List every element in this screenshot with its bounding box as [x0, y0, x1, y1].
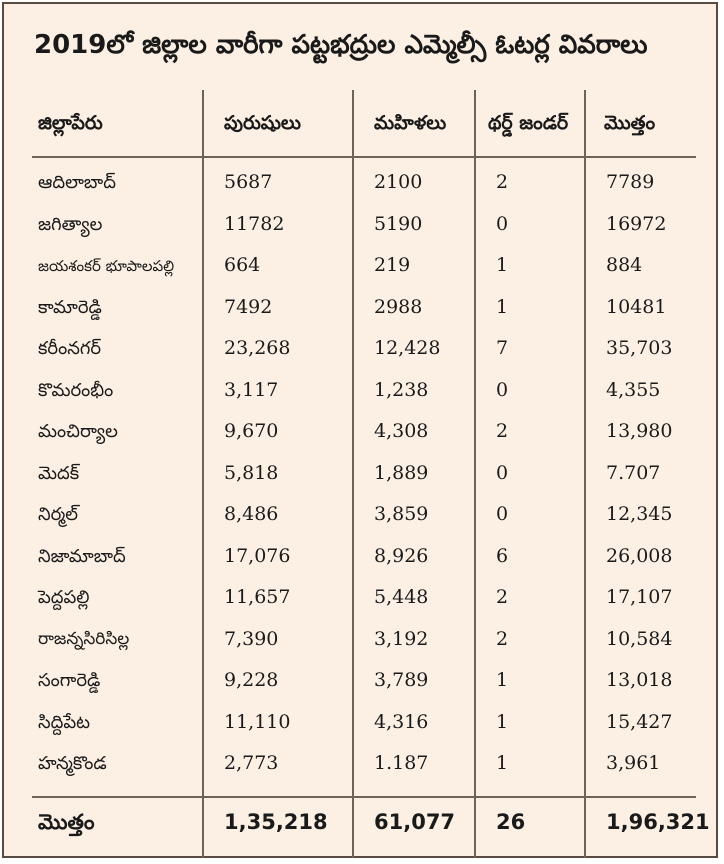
total-count: 13,980 — [606, 420, 673, 442]
table-row — [4, 456, 720, 497]
total-count: 4,355 — [606, 378, 661, 401]
district-name: జయశంకర్ భూపాలపల్లి — [38, 257, 175, 275]
third-gender-count: 7 — [496, 337, 509, 359]
third-gender-count: 0 — [496, 461, 509, 484]
table-row — [4, 705, 720, 746]
table-row — [4, 331, 720, 372]
men-count: 3,117 — [224, 378, 279, 401]
table-row — [4, 663, 720, 704]
total-divider — [32, 796, 696, 798]
district-name: నిర్మల్ — [38, 504, 79, 525]
men-count: 7492 — [224, 295, 273, 318]
total-row — [4, 804, 720, 845]
total-count: 10481 — [606, 295, 667, 318]
women-count: 5,448 — [374, 586, 429, 608]
men-count: 11,657 — [224, 586, 291, 608]
district-name: నిజామాబాద్ — [38, 545, 126, 567]
table-row — [4, 248, 720, 289]
women-count: 8,926 — [374, 544, 429, 567]
men-count: 5687 — [224, 171, 273, 193]
third-gender-count: 0 — [496, 212, 509, 235]
total-count: 884 — [606, 254, 643, 276]
header-third-gender: థర్డ్ జండర్ — [488, 112, 569, 134]
men-count: 11,110 — [224, 710, 291, 733]
total-women: 61,077 — [374, 810, 456, 834]
district-name: పెద్దపల్లి — [38, 587, 90, 608]
table-row — [4, 373, 720, 414]
women-count: 2100 — [374, 171, 423, 193]
district-name: కామారెడ్డి — [38, 296, 102, 318]
third-gender-count: 1 — [496, 752, 509, 774]
women-count: 5190 — [374, 212, 423, 235]
women-count: 3,789 — [374, 669, 429, 691]
men-count: 7,390 — [224, 627, 279, 650]
district-name: సంగారెడ్డి — [38, 670, 101, 691]
total-label: మొత్తం — [38, 810, 95, 834]
third-gender-count: 1 — [496, 669, 509, 691]
district-name: మెదక్ — [38, 462, 80, 484]
women-count: 1,889 — [374, 461, 429, 484]
total-third-gender: 26 — [496, 810, 526, 834]
total-count: 7789 — [606, 171, 655, 193]
table-row — [4, 207, 720, 248]
women-count: 12,428 — [374, 337, 441, 359]
district-name: కొమరంభీం — [38, 379, 114, 401]
men-count: 17,076 — [224, 544, 291, 567]
total-count: 26,008 — [606, 544, 673, 567]
total-count: 12,345 — [606, 503, 673, 525]
total-men: 1,35,218 — [224, 810, 328, 834]
women-count: 4,316 — [374, 710, 429, 733]
table-row — [4, 622, 720, 663]
total-count: 17,107 — [606, 586, 673, 608]
men-count: 664 — [224, 254, 261, 276]
women-count: 4,308 — [374, 420, 429, 442]
men-count: 11782 — [224, 212, 285, 235]
header-women: మహిళలు — [374, 112, 447, 134]
district-name: సిద్దిపేట — [38, 711, 91, 733]
voter-table-card — [2, 2, 718, 858]
district-name: కరీంనగర్ — [38, 338, 101, 359]
header-total: మొత్తం — [604, 112, 656, 134]
table-row — [4, 497, 720, 538]
third-gender-count: 2 — [496, 586, 509, 608]
total-count: 7.707 — [606, 461, 661, 484]
district-name: జగిత్యాల — [38, 213, 103, 235]
third-gender-count: 1 — [496, 295, 509, 318]
men-count: 23,268 — [224, 337, 291, 359]
men-count: 9,228 — [224, 669, 279, 691]
district-name: మంచిర్యాల — [38, 421, 118, 442]
women-count: 219 — [374, 254, 411, 276]
men-count: 9,670 — [224, 420, 279, 442]
women-count: 3,859 — [374, 503, 429, 525]
women-count: 2988 — [374, 295, 423, 318]
district-name: ఆదిలాబాద్ — [38, 172, 116, 193]
third-gender-count: 0 — [496, 378, 509, 401]
district-name: రాజన్నసిరిసిల్ల — [38, 628, 130, 649]
third-gender-count: 2 — [496, 420, 509, 442]
total-count: 13,018 — [606, 669, 673, 691]
total-count: 3,961 — [606, 752, 661, 774]
header-men: పురుషులు — [224, 112, 301, 134]
table-row — [4, 539, 720, 580]
third-gender-count: 2 — [496, 171, 509, 193]
women-count: 3,192 — [374, 627, 429, 650]
total-count: 10,584 — [606, 627, 673, 650]
total-count: 16972 — [606, 212, 667, 235]
header-divider — [32, 156, 696, 158]
third-gender-count: 6 — [496, 544, 509, 567]
table-row — [4, 580, 720, 621]
table-row — [4, 165, 720, 206]
grand-total: 1,96,321 — [606, 810, 710, 834]
women-count: 1,238 — [374, 378, 429, 401]
total-count: 35,703 — [606, 337, 673, 359]
men-count: 8,486 — [224, 503, 279, 525]
third-gender-count: 2 — [496, 627, 509, 650]
third-gender-count: 1 — [496, 254, 509, 276]
table-title: 2019లో జిల్లాల వారీగా పట్టభద్రుల ఎమ్మెల్సీ ఓటర్ల వివరాలు — [34, 30, 648, 60]
table-row — [4, 746, 720, 787]
men-count: 2,773 — [224, 752, 279, 774]
third-gender-count: 1 — [496, 710, 509, 733]
district-name: హన్మకొండ — [38, 753, 107, 774]
header-district: జిల్లాపేరు — [38, 112, 103, 134]
table-row — [4, 290, 720, 331]
men-count: 5,818 — [224, 461, 279, 484]
table-row — [4, 414, 720, 455]
women-count: 1.187 — [374, 752, 429, 774]
total-count: 15,427 — [606, 710, 673, 733]
third-gender-count: 0 — [496, 503, 509, 525]
